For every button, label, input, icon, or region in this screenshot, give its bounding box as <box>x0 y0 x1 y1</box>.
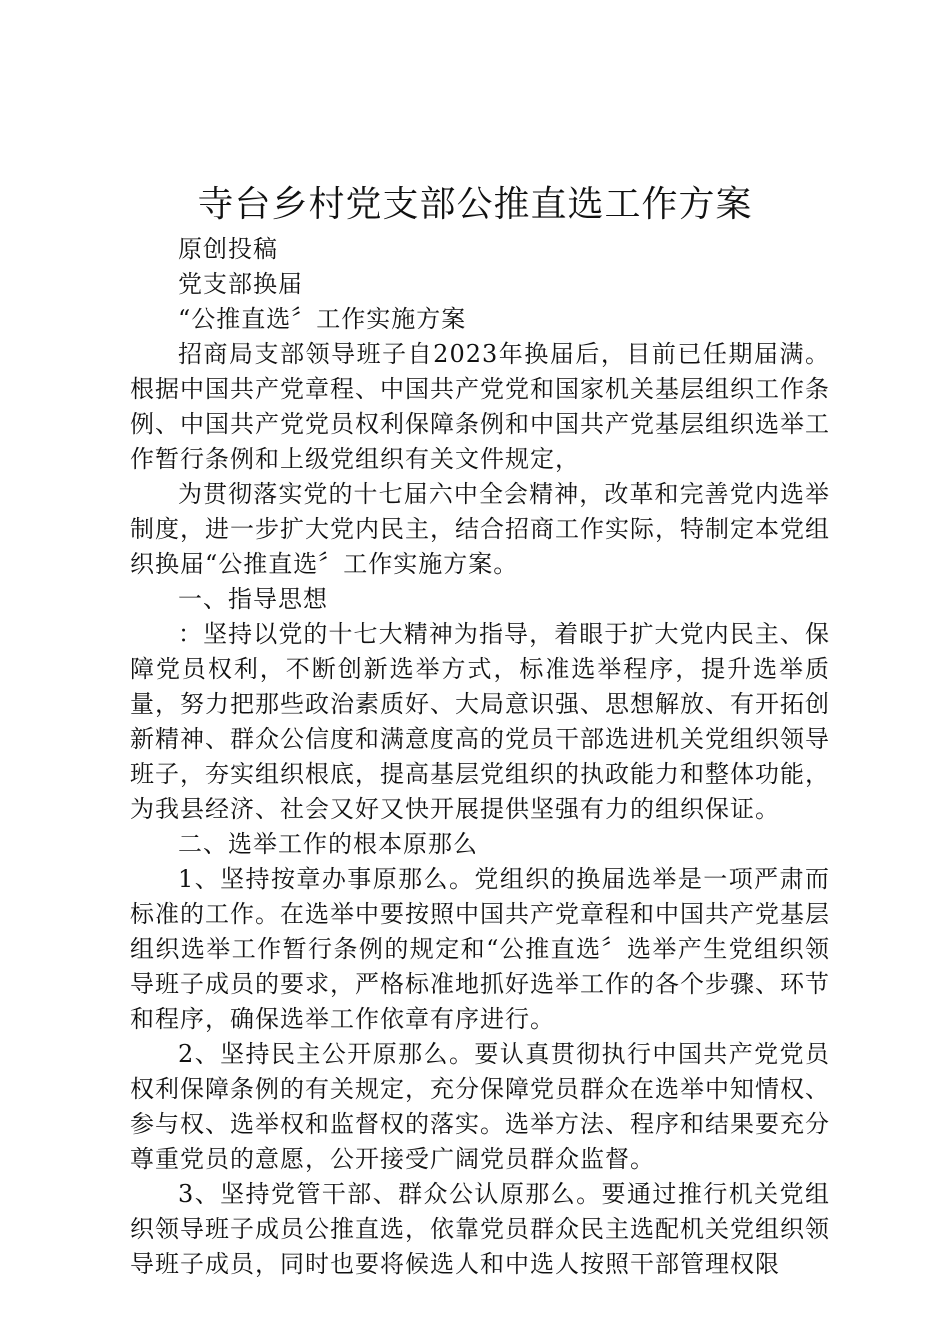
section-heading-principles: 二、选举工作的根本原那么 <box>178 830 478 858</box>
paragraph-subtitle-line-2: “公推直选〞工作实施方案 <box>178 305 467 333</box>
section-heading-guiding-thought: 一、指导思想 <box>178 585 328 613</box>
paragraph-source-note: 原创投稿 <box>178 235 278 263</box>
paragraph-principle-1: 1、坚持按章办事原那么。党组织的换届选举是一项严肃而标准的工作。在选举中要按照中国共产党章程和中国共产党基层组织选举工作暂行条例的规定和“公推直选〞选举产生党组织领导班子成员的要求，严格标准地抓好选举工作的各个步骤、环节和程序，确保选举工作依章有序进行。 <box>130 865 830 1033</box>
paragraph-background: 招商局支部领导班子自2023年换届后，目前已任期届满。根据中国共产党章程、中国共产党党和国家机关基层组织工作条例、中国共产党党员权利保障条例和中国共产党基层组织选举工作暂行条例和上级党组织有关文件规定， <box>130 340 830 473</box>
paragraph-purpose: 为贯彻落实党的十七届六中全会精神，改革和完善党内选举制度，进一步扩大党内民主，结合招商工作实际，特制定本党组织换届“公推直选〞工作实施方案。 <box>130 480 830 578</box>
paragraph-subtitle-line-1: 党支部换届 <box>178 270 303 298</box>
document-body <box>130 232 830 1282</box>
paragraph-principle-3: 3、坚持党管干部、群众公认原那么。要通过推行机关党组织领导班子成员公推直选，依靠党员群众民主选配机关党组织领导班子成员，同时也要将候选人和中选人按照干部管理权限 <box>130 1180 830 1278</box>
paragraph-guiding-thought: ：坚持以党的十七大精神为指导，着眼于扩大党内民主、保障党员权利，不断创新选举方式，标准选举程序，提升选举质量，努力把那些政治素质好、大局意识强、思想解放、有开拓创新精神、群众公信度和满意度高的党员干部选进机关党组织领导班子，夯实组织根底，提高基层党组织的执政能力和整体功能，为我县经济、社会又好又快开展提供坚强有力的组织保证。 <box>130 620 830 823</box>
paragraph-principle-2: 2、坚持民主公开原那么。要认真贯彻执行中国共产党党员权利保障条例的有关规定，充分保障党员群众在选举中知情权、参与权、选举权和监督权的落实。选举方法、程序和结果要充分尊重党员的意愿，公开接受广阔党员群众监督。 <box>130 1040 830 1173</box>
document-title: 寺台乡村党支部公推直选工作方案 <box>197 184 753 225</box>
